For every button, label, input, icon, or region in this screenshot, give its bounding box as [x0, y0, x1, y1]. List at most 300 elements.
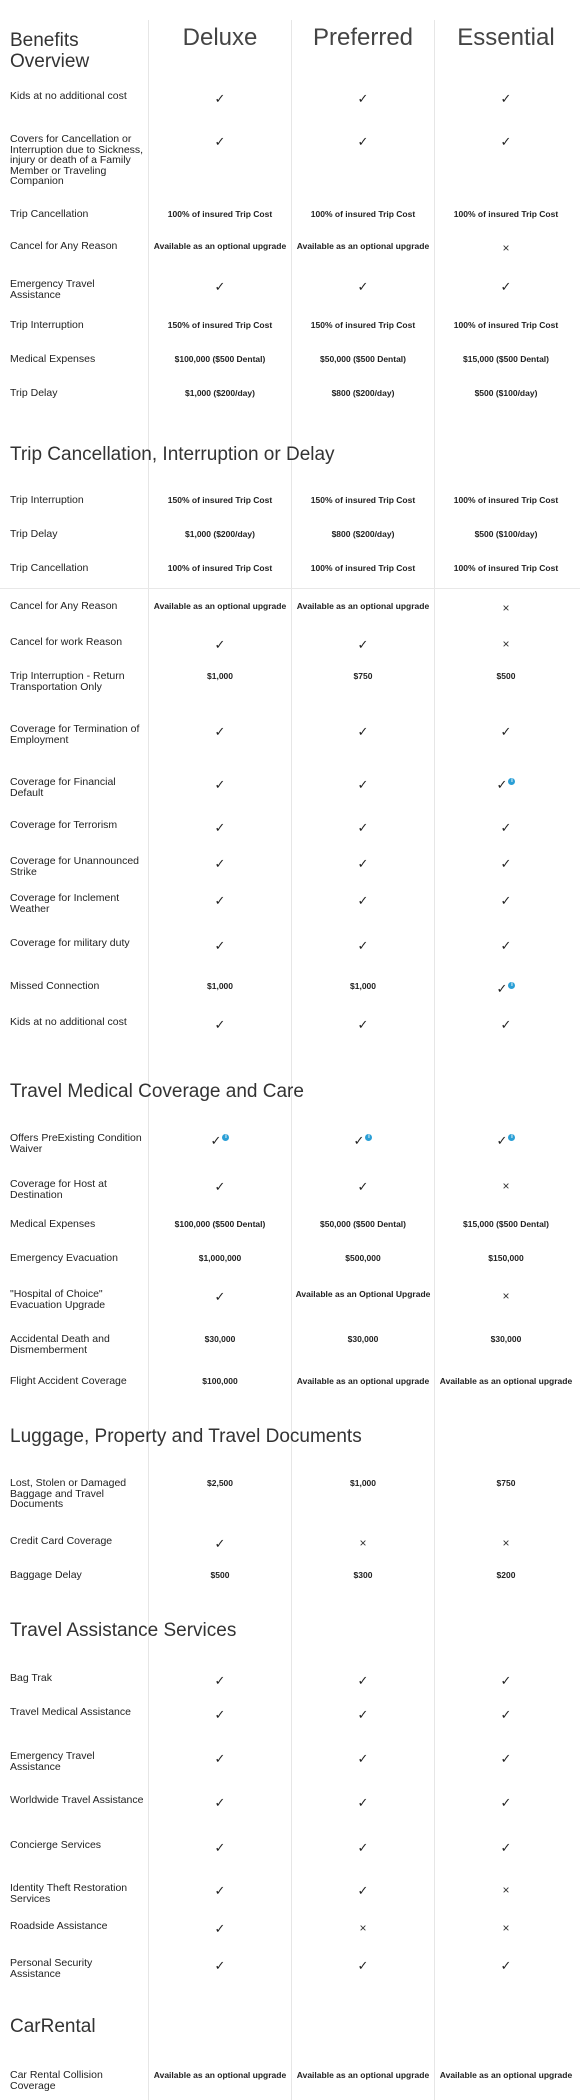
check-icon: ✓: [500, 1840, 512, 1855]
table-cell: [435, 1841, 577, 1854]
row-label: Coverage for Host at Destination: [10, 1178, 107, 1201]
check-icon: ✓: [357, 1179, 369, 1194]
table-cell: [292, 1335, 434, 1344]
row-label: Lost, Stolen or Damaged Baggage and Travel Documents: [10, 1477, 127, 1510]
cell-value: $500: [496, 671, 516, 681]
check-icon: ✓: [214, 724, 226, 739]
check-icon: ✓: [500, 1958, 512, 1973]
check-icon: ✓: [357, 1840, 369, 1855]
row-label: Concierge Services: [10, 1839, 102, 1851]
table-cell: [149, 1134, 291, 1147]
table-cell: [149, 496, 291, 505]
table-cell: [149, 92, 291, 105]
check-icon: ✓: [214, 1179, 226, 1194]
cell-value: $1,000 ($200/day): [185, 529, 255, 539]
table-cell: [149, 1796, 291, 1809]
check-icon: ✓: [214, 279, 226, 294]
check-icon: ✓: [214, 1795, 226, 1810]
table-cell: [292, 2071, 434, 2080]
check-icon: ✓: [214, 91, 226, 106]
table-cell: [292, 1884, 434, 1897]
check-icon: ✓: [496, 1133, 508, 1148]
table-cell: [292, 496, 434, 505]
check-icon: ✓: [500, 856, 512, 871]
row-label: Medical Expenses: [10, 1218, 96, 1230]
row-label: Credit Card Coverage: [10, 1535, 113, 1547]
check-icon: ✓: [214, 1017, 226, 1032]
x-icon: ×: [502, 601, 510, 615]
cell-value: 100% of insured Trip Cost: [167, 563, 273, 573]
table-cell: [149, 982, 291, 991]
table-cell: [435, 2071, 577, 2080]
table-cell: [435, 564, 577, 573]
check-icon: ✓: [214, 893, 226, 908]
row-label: Accidental Death and Dismemberment: [10, 1333, 110, 1356]
cell-value: $750: [496, 1478, 516, 1488]
info-icon[interactable]: i: [365, 1134, 372, 1141]
table-cell: [435, 1708, 577, 1721]
cell-value: $1,000: [350, 981, 376, 991]
check-icon: ✓: [357, 893, 369, 908]
table-cell: [435, 1180, 577, 1192]
cell-value: $1,000: [207, 981, 233, 991]
table-cell: [292, 389, 434, 398]
table-cell: [435, 280, 577, 293]
table-cell: [149, 778, 291, 791]
row-label: "Hospital of Choice" Evacuation Upgrade: [10, 1288, 106, 1311]
table-cell: [149, 1254, 291, 1263]
table-cell: [435, 672, 577, 681]
table-cell: [149, 602, 291, 611]
table-cell: [149, 1180, 291, 1193]
check-icon: ✓: [214, 134, 226, 149]
table-cell: [435, 939, 577, 952]
table-cell: [292, 939, 434, 952]
table-cell: [292, 1796, 434, 1809]
table-cell: [292, 1537, 434, 1549]
table-cell: [149, 321, 291, 330]
row-label: Kids at no additional cost: [10, 1016, 127, 1028]
table-cell: [435, 857, 577, 870]
table-cell: [149, 210, 291, 219]
cell-value: $50,000 ($500 Dental): [320, 1219, 406, 1229]
overview-title: Benefits Overview: [10, 30, 90, 72]
table-cell: [435, 821, 577, 834]
table-cell: [435, 1220, 577, 1229]
table-cell: [149, 242, 291, 251]
table-cell: [149, 1377, 291, 1386]
check-icon: ✓: [357, 820, 369, 835]
table-cell: [435, 1134, 577, 1147]
table-cell: [149, 1537, 291, 1550]
row-label: Flight Accident Coverage: [10, 1375, 127, 1387]
x-icon: ×: [502, 1536, 510, 1550]
info-icon[interactable]: i: [222, 1134, 229, 1141]
table-cell: [292, 1018, 434, 1031]
cell-value: $2,500: [207, 1478, 233, 1488]
row-label: Roadside Assistance: [10, 1920, 108, 1932]
table-cell: [292, 280, 434, 293]
table-cell: [292, 1180, 434, 1193]
table-cell: [292, 210, 434, 219]
row-label: Kids at no additional cost: [10, 90, 127, 102]
row-label: Trip Interruption: [10, 319, 84, 331]
row-label: Car Rental Collision Coverage: [10, 2069, 103, 2092]
cell-value: $500 ($100/day): [474, 388, 538, 398]
table-cell: [149, 2071, 291, 2080]
check-icon: ✓: [214, 856, 226, 871]
table-cell: [149, 1290, 291, 1303]
table-cell: [435, 321, 577, 330]
check-icon: ✓: [500, 938, 512, 953]
table-cell: [292, 778, 434, 791]
table-cell: [149, 1674, 291, 1687]
table-cell: [292, 1220, 434, 1229]
cell-value: 100% of insured Trip Cost: [453, 495, 559, 505]
cell-value: 100% of insured Trip Cost: [167, 209, 273, 219]
table-cell: [435, 92, 577, 105]
table-cell: [435, 982, 577, 995]
info-icon[interactable]: i: [508, 778, 515, 785]
table-cell: [149, 280, 291, 293]
cell-value: Available as an optional upgrade: [439, 1376, 573, 1386]
table-cell: [435, 1254, 577, 1263]
check-icon: ✓: [357, 1883, 369, 1898]
check-icon: ✓: [500, 724, 512, 739]
table-cell: [292, 1959, 434, 1972]
table-cell: [149, 725, 291, 738]
row-label: Coverage for Financial Default: [10, 776, 116, 799]
table-cell: [292, 1708, 434, 1721]
table-cell: [292, 1134, 434, 1147]
cell-value: $800 ($200/day): [331, 529, 395, 539]
row-label: Covers for Cancellation or Interruption due to Sickness, injury or death of a Family Member or Traveling Companion: [10, 133, 144, 187]
table-cell: [292, 242, 434, 251]
row-label: Identity Theft Restoration Services: [10, 1882, 128, 1905]
table-cell: [435, 1752, 577, 1765]
table-cell: [435, 1537, 577, 1549]
cell-value: 100% of insured Trip Cost: [453, 209, 559, 219]
check-icon: ✓: [357, 1751, 369, 1766]
check-icon: ✓: [210, 1133, 222, 1148]
table-cell: [149, 1841, 291, 1854]
check-icon: ✓: [214, 1958, 226, 1973]
check-icon: ✓: [214, 1289, 226, 1304]
cell-value: Available as an optional upgrade: [296, 241, 430, 251]
cell-value: $500: [210, 1570, 230, 1580]
cell-value: $15,000 ($500 Dental): [463, 354, 549, 364]
table-cell: [149, 672, 291, 681]
row-label: Trip Interruption - Return Transportation Only: [10, 670, 125, 693]
check-icon: ✓: [500, 1707, 512, 1722]
cell-value: $1,000 ($200/day): [185, 388, 255, 398]
cell-value: 100% of insured Trip Cost: [453, 320, 559, 330]
x-icon: ×: [502, 241, 510, 255]
check-icon: ✓: [214, 820, 226, 835]
row-label: Trip Delay: [10, 528, 58, 540]
table-cell: [435, 135, 577, 148]
cell-value: $800 ($200/day): [331, 388, 395, 398]
check-icon: ✓: [357, 1958, 369, 1973]
table-cell: [435, 496, 577, 505]
check-icon: ✓: [214, 777, 226, 792]
check-icon: ✓: [357, 777, 369, 792]
table-cell: [435, 1959, 577, 1972]
table-cell: [149, 1884, 291, 1897]
cell-value: Available as an Optional Upgrade: [295, 1289, 431, 1299]
check-icon: ✓: [214, 637, 226, 652]
x-icon: ×: [502, 637, 510, 651]
check-icon: ✓: [214, 1536, 226, 1551]
table-cell: [435, 725, 577, 738]
table-cell: [149, 530, 291, 539]
table-cell: [292, 135, 434, 148]
row-label: Personal Security Assistance: [10, 1957, 93, 1980]
table-cell: [435, 894, 577, 907]
table-cell: [292, 1841, 434, 1854]
row-label: Trip Cancellation: [10, 208, 89, 220]
table-cell: [435, 242, 577, 254]
section-title: Luggage, Property and Travel Documents: [10, 1426, 362, 1447]
cell-value: $30,000: [347, 1334, 379, 1344]
cell-value: $150,000: [488, 1253, 524, 1263]
check-icon: ✓: [214, 1673, 226, 1688]
table-cell: [435, 778, 577, 791]
check-icon: ✓: [214, 1751, 226, 1766]
table-cell: [292, 1571, 434, 1580]
table-cell: [292, 92, 434, 105]
check-icon: ✓: [500, 1017, 512, 1032]
table-cell: [292, 321, 434, 330]
cell-value: 100% of insured Trip Cost: [453, 563, 559, 573]
check-icon: ✓: [357, 1795, 369, 1810]
table-cell: [435, 1674, 577, 1687]
table-cell: [149, 564, 291, 573]
cell-value: $300: [353, 1570, 373, 1580]
cell-value: $750: [353, 671, 373, 681]
table-cell: [149, 1959, 291, 1972]
check-icon: ✓: [500, 820, 512, 835]
table-cell: [292, 1922, 434, 1934]
info-icon[interactable]: i: [508, 1134, 515, 1141]
table-cell: [435, 389, 577, 398]
row-separator: [0, 588, 580, 589]
row-label: Trip Interruption: [10, 494, 84, 506]
check-icon: ✓: [500, 134, 512, 149]
table-cell: [292, 894, 434, 907]
table-cell: [149, 638, 291, 651]
table-cell: [292, 1674, 434, 1687]
cell-value: $1,000: [350, 1478, 376, 1488]
table-cell: [292, 1752, 434, 1765]
table-cell: [435, 1796, 577, 1809]
x-icon: ×: [502, 1921, 510, 1935]
cell-value: $500,000: [345, 1253, 381, 1263]
table-cell: [435, 210, 577, 219]
check-icon: ✓: [500, 893, 512, 908]
x-icon: ×: [502, 1179, 510, 1193]
check-icon: ✓: [357, 91, 369, 106]
row-label: Worldwide Travel Assistance: [10, 1794, 144, 1806]
table-cell: [149, 389, 291, 398]
plan-header-deluxe: Deluxe: [182, 24, 258, 51]
x-icon: ×: [359, 1536, 367, 1550]
check-icon: ✓: [496, 777, 508, 792]
table-cell: [149, 894, 291, 907]
section-title: Travel Assistance Services: [10, 1620, 237, 1641]
cell-value: 150% of insured Trip Cost: [310, 495, 416, 505]
check-icon: ✓: [500, 1795, 512, 1810]
table-cell: [292, 355, 434, 364]
row-label: Travel Medical Assistance: [10, 1706, 131, 1718]
cell-value: $30,000: [204, 1334, 236, 1344]
column-divider: [148, 20, 149, 2100]
table-cell: [292, 982, 434, 991]
table-cell: [149, 939, 291, 952]
check-icon: ✓: [214, 1921, 226, 1936]
check-icon: ✓: [357, 856, 369, 871]
table-cell: [435, 602, 577, 614]
cell-value: $1,000,000: [198, 1253, 242, 1263]
table-cell: [435, 355, 577, 364]
check-icon: ✓: [357, 134, 369, 149]
table-cell: [435, 1335, 577, 1344]
table-cell: [149, 857, 291, 870]
table-cell: [435, 638, 577, 650]
row-label: Coverage for Inclement Weather: [10, 892, 120, 915]
cell-value: Available as an optional upgrade: [296, 1376, 430, 1386]
cell-value: 150% of insured Trip Cost: [167, 495, 273, 505]
table-cell: [149, 1922, 291, 1935]
row-label: Coverage for military duty: [10, 937, 130, 949]
table-cell: [292, 821, 434, 834]
table-cell: [292, 564, 434, 573]
table-cell: [292, 1479, 434, 1488]
cell-value: 150% of insured Trip Cost: [167, 320, 273, 330]
row-label: Cancel for Any Reason: [10, 600, 118, 612]
row-label: Cancel for Any Reason: [10, 240, 118, 252]
cell-value: Available as an optional upgrade: [296, 601, 430, 611]
table-cell: [149, 355, 291, 364]
row-label: Bag Trak: [10, 1672, 53, 1684]
row-label: Trip Cancellation: [10, 562, 89, 574]
check-icon: ✓: [496, 981, 508, 996]
cell-value: 150% of insured Trip Cost: [310, 320, 416, 330]
check-icon: ✓: [357, 724, 369, 739]
row-label: Offers PreExisting Condition Waiver: [10, 1132, 142, 1155]
cell-value: $50,000 ($500 Dental): [320, 354, 406, 364]
table-cell: [435, 1571, 577, 1580]
table-cell: [292, 857, 434, 870]
table-cell: [292, 1254, 434, 1263]
row-label: Coverage for Termination of Employment: [10, 723, 140, 746]
section-title: Trip Cancellation, Interruption or Delay: [10, 444, 335, 465]
table-cell: [149, 1708, 291, 1721]
check-icon: ✓: [357, 637, 369, 652]
check-icon: ✓: [214, 1840, 226, 1855]
row-label: Emergency Evacuation: [10, 1252, 118, 1264]
table-cell: [149, 1752, 291, 1765]
table-cell: [149, 1018, 291, 1031]
x-icon: ×: [502, 1883, 510, 1897]
cell-value: $200: [496, 1570, 516, 1580]
plan-header-preferred: Preferred: [312, 24, 414, 51]
table-cell: [149, 1335, 291, 1344]
table-cell: [435, 1018, 577, 1031]
cell-value: $100,000 ($500 Dental): [174, 1219, 266, 1229]
table-cell: [149, 1571, 291, 1580]
table-cell: [435, 1377, 577, 1386]
column-divider: [291, 20, 292, 2100]
check-icon: ✓: [500, 1751, 512, 1766]
row-label: Coverage for Unannounced Strike: [10, 855, 140, 878]
table-cell: [435, 530, 577, 539]
cell-value: Available as an optional upgrade: [296, 2070, 430, 2080]
row-label: Missed Connection: [10, 980, 100, 992]
section-title: CarRental: [10, 2016, 96, 2037]
cell-value: $30,000: [490, 1334, 522, 1344]
cell-value: Available as an optional upgrade: [153, 2070, 287, 2080]
row-label: Trip Delay: [10, 387, 58, 399]
section-title: Travel Medical Coverage and Care: [10, 1081, 304, 1102]
table-cell: [149, 1220, 291, 1229]
check-icon: ✓: [357, 1017, 369, 1032]
cell-value: $500 ($100/day): [474, 529, 538, 539]
cell-value: Available as an optional upgrade: [153, 601, 287, 611]
cell-value: $1,000: [207, 671, 233, 681]
plan-header-essential: Essential: [457, 24, 555, 51]
cell-value: $100,000: [202, 1376, 238, 1386]
row-label: Coverage for Terrorism: [10, 819, 118, 831]
check-icon: ✓: [357, 1707, 369, 1722]
check-icon: ✓: [500, 1673, 512, 1688]
table-cell: [435, 1922, 577, 1934]
check-icon: ✓: [214, 1883, 226, 1898]
info-icon[interactable]: i: [508, 982, 515, 989]
table-cell: [292, 1290, 434, 1299]
table-cell: [292, 638, 434, 651]
row-label: Cancel for work Reason: [10, 636, 123, 648]
table-cell: [149, 821, 291, 834]
row-label: Emergency Travel Assistance: [10, 1750, 95, 1773]
column-divider: [434, 20, 435, 2100]
cell-value: $15,000 ($500 Dental): [463, 1219, 549, 1229]
table-cell: [149, 1479, 291, 1488]
cell-value: 100% of insured Trip Cost: [310, 209, 416, 219]
table-cell: [292, 725, 434, 738]
check-icon: ✓: [500, 91, 512, 106]
check-icon: ✓: [214, 938, 226, 953]
table-cell: [435, 1479, 577, 1488]
check-icon: ✓: [214, 1707, 226, 1722]
check-icon: ✓: [500, 279, 512, 294]
table-cell: [292, 672, 434, 681]
check-icon: ✓: [353, 1133, 365, 1148]
table-cell: [435, 1290, 577, 1302]
cell-value: Available as an optional upgrade: [439, 2070, 573, 2080]
check-icon: ✓: [357, 279, 369, 294]
table-cell: [149, 135, 291, 148]
x-icon: ×: [502, 1289, 510, 1303]
table-cell: [292, 530, 434, 539]
cell-value: Available as an optional upgrade: [153, 241, 287, 251]
row-label: Baggage Delay: [10, 1569, 82, 1581]
table-cell: [435, 1884, 577, 1896]
check-icon: ✓: [357, 1673, 369, 1688]
check-icon: ✓: [357, 938, 369, 953]
table-cell: [292, 1377, 434, 1386]
table-cell: [292, 602, 434, 611]
